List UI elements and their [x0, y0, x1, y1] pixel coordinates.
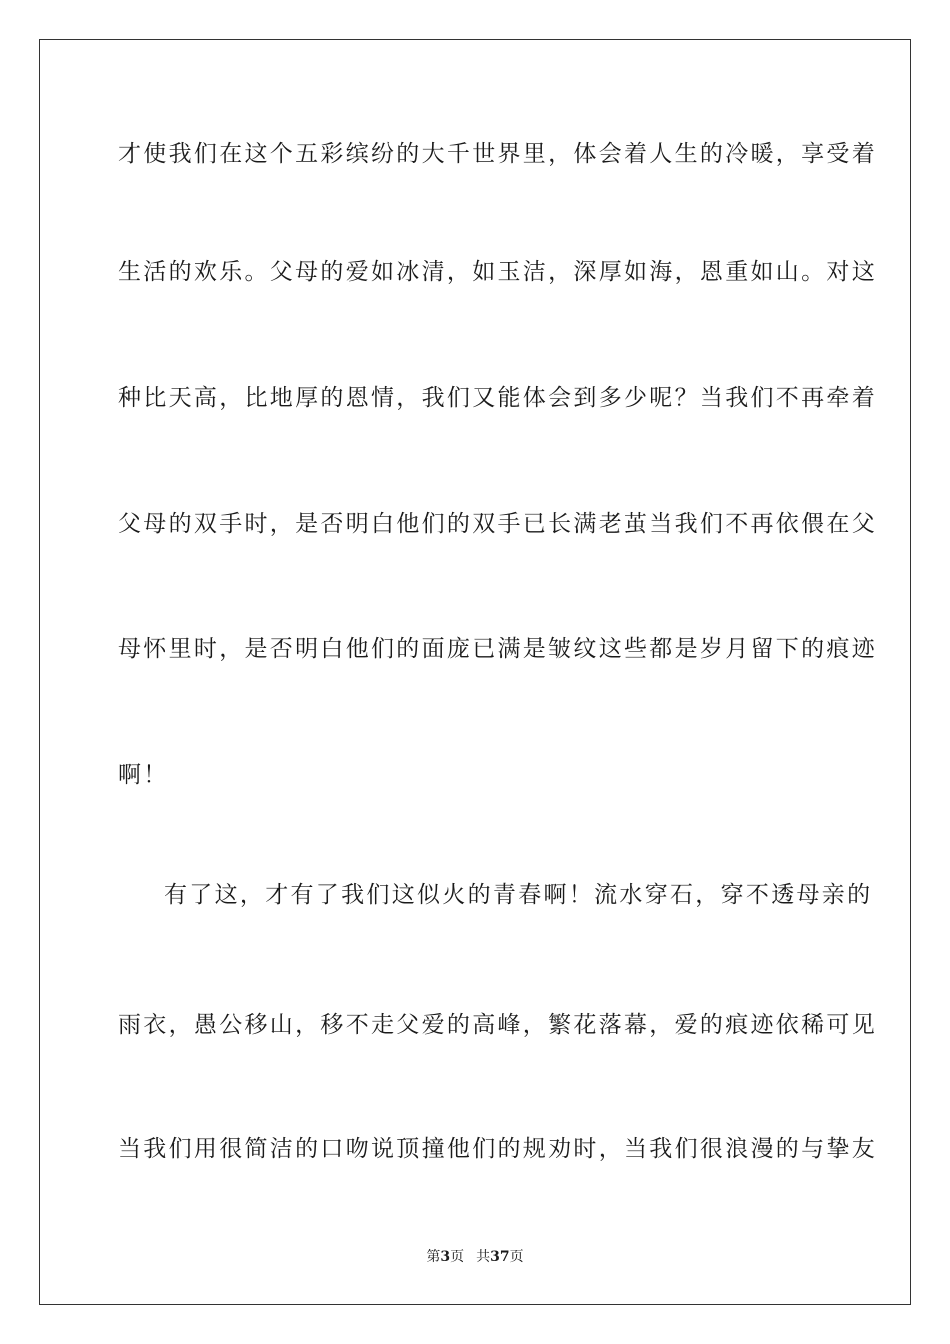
footer-total-prefix: 共 — [476, 1249, 491, 1265]
text-line-4: 父母的双手时，是否明白他们的双手已长满老茧当我们不再依偎在父 — [118, 511, 877, 537]
text-line-5: 母怀里时，是否明白他们的面庞已满是皱纹这些都是岁月留下的痕迹 — [118, 636, 877, 662]
page-footer — [0, 1248, 950, 1266]
text-line-1: 才使我们在这个五彩缤纷的大千世界里，体会着人生的冷暖，享受着 — [118, 141, 877, 167]
footer-page-suffix: 页 — [450, 1249, 465, 1265]
footer-page-number: 3 — [440, 1249, 451, 1265]
footer-total-pages: 37 — [490, 1249, 510, 1265]
page-border — [39, 39, 911, 1305]
text-line-7: 有了这，才有了我们这似火的青春啊！流水穿石，穿不透母亲的 — [164, 882, 873, 908]
text-line-8: 雨衣，愚公移山，移不走父爱的高峰，繁花落幕，爱的痕迹依稀可见 — [118, 1012, 877, 1038]
text-line-2: 生活的欢乐。父母的爱如冰清，如玉洁，深厚如海，恩重如山。对这 — [118, 259, 877, 285]
footer-page-prefix: 第 — [426, 1249, 441, 1265]
text-line-9: 当我们用很简洁的口吻说顶撞他们的规劝时，当我们很浪漫的与挚友 — [118, 1136, 877, 1162]
text-line-6: 啊！ — [118, 762, 169, 788]
footer-total-suffix: 页 — [509, 1249, 524, 1265]
text-line-3: 种比天高，比地厚的恩情，我们又能体会到多少呢？当我们不再牵着 — [118, 385, 877, 411]
